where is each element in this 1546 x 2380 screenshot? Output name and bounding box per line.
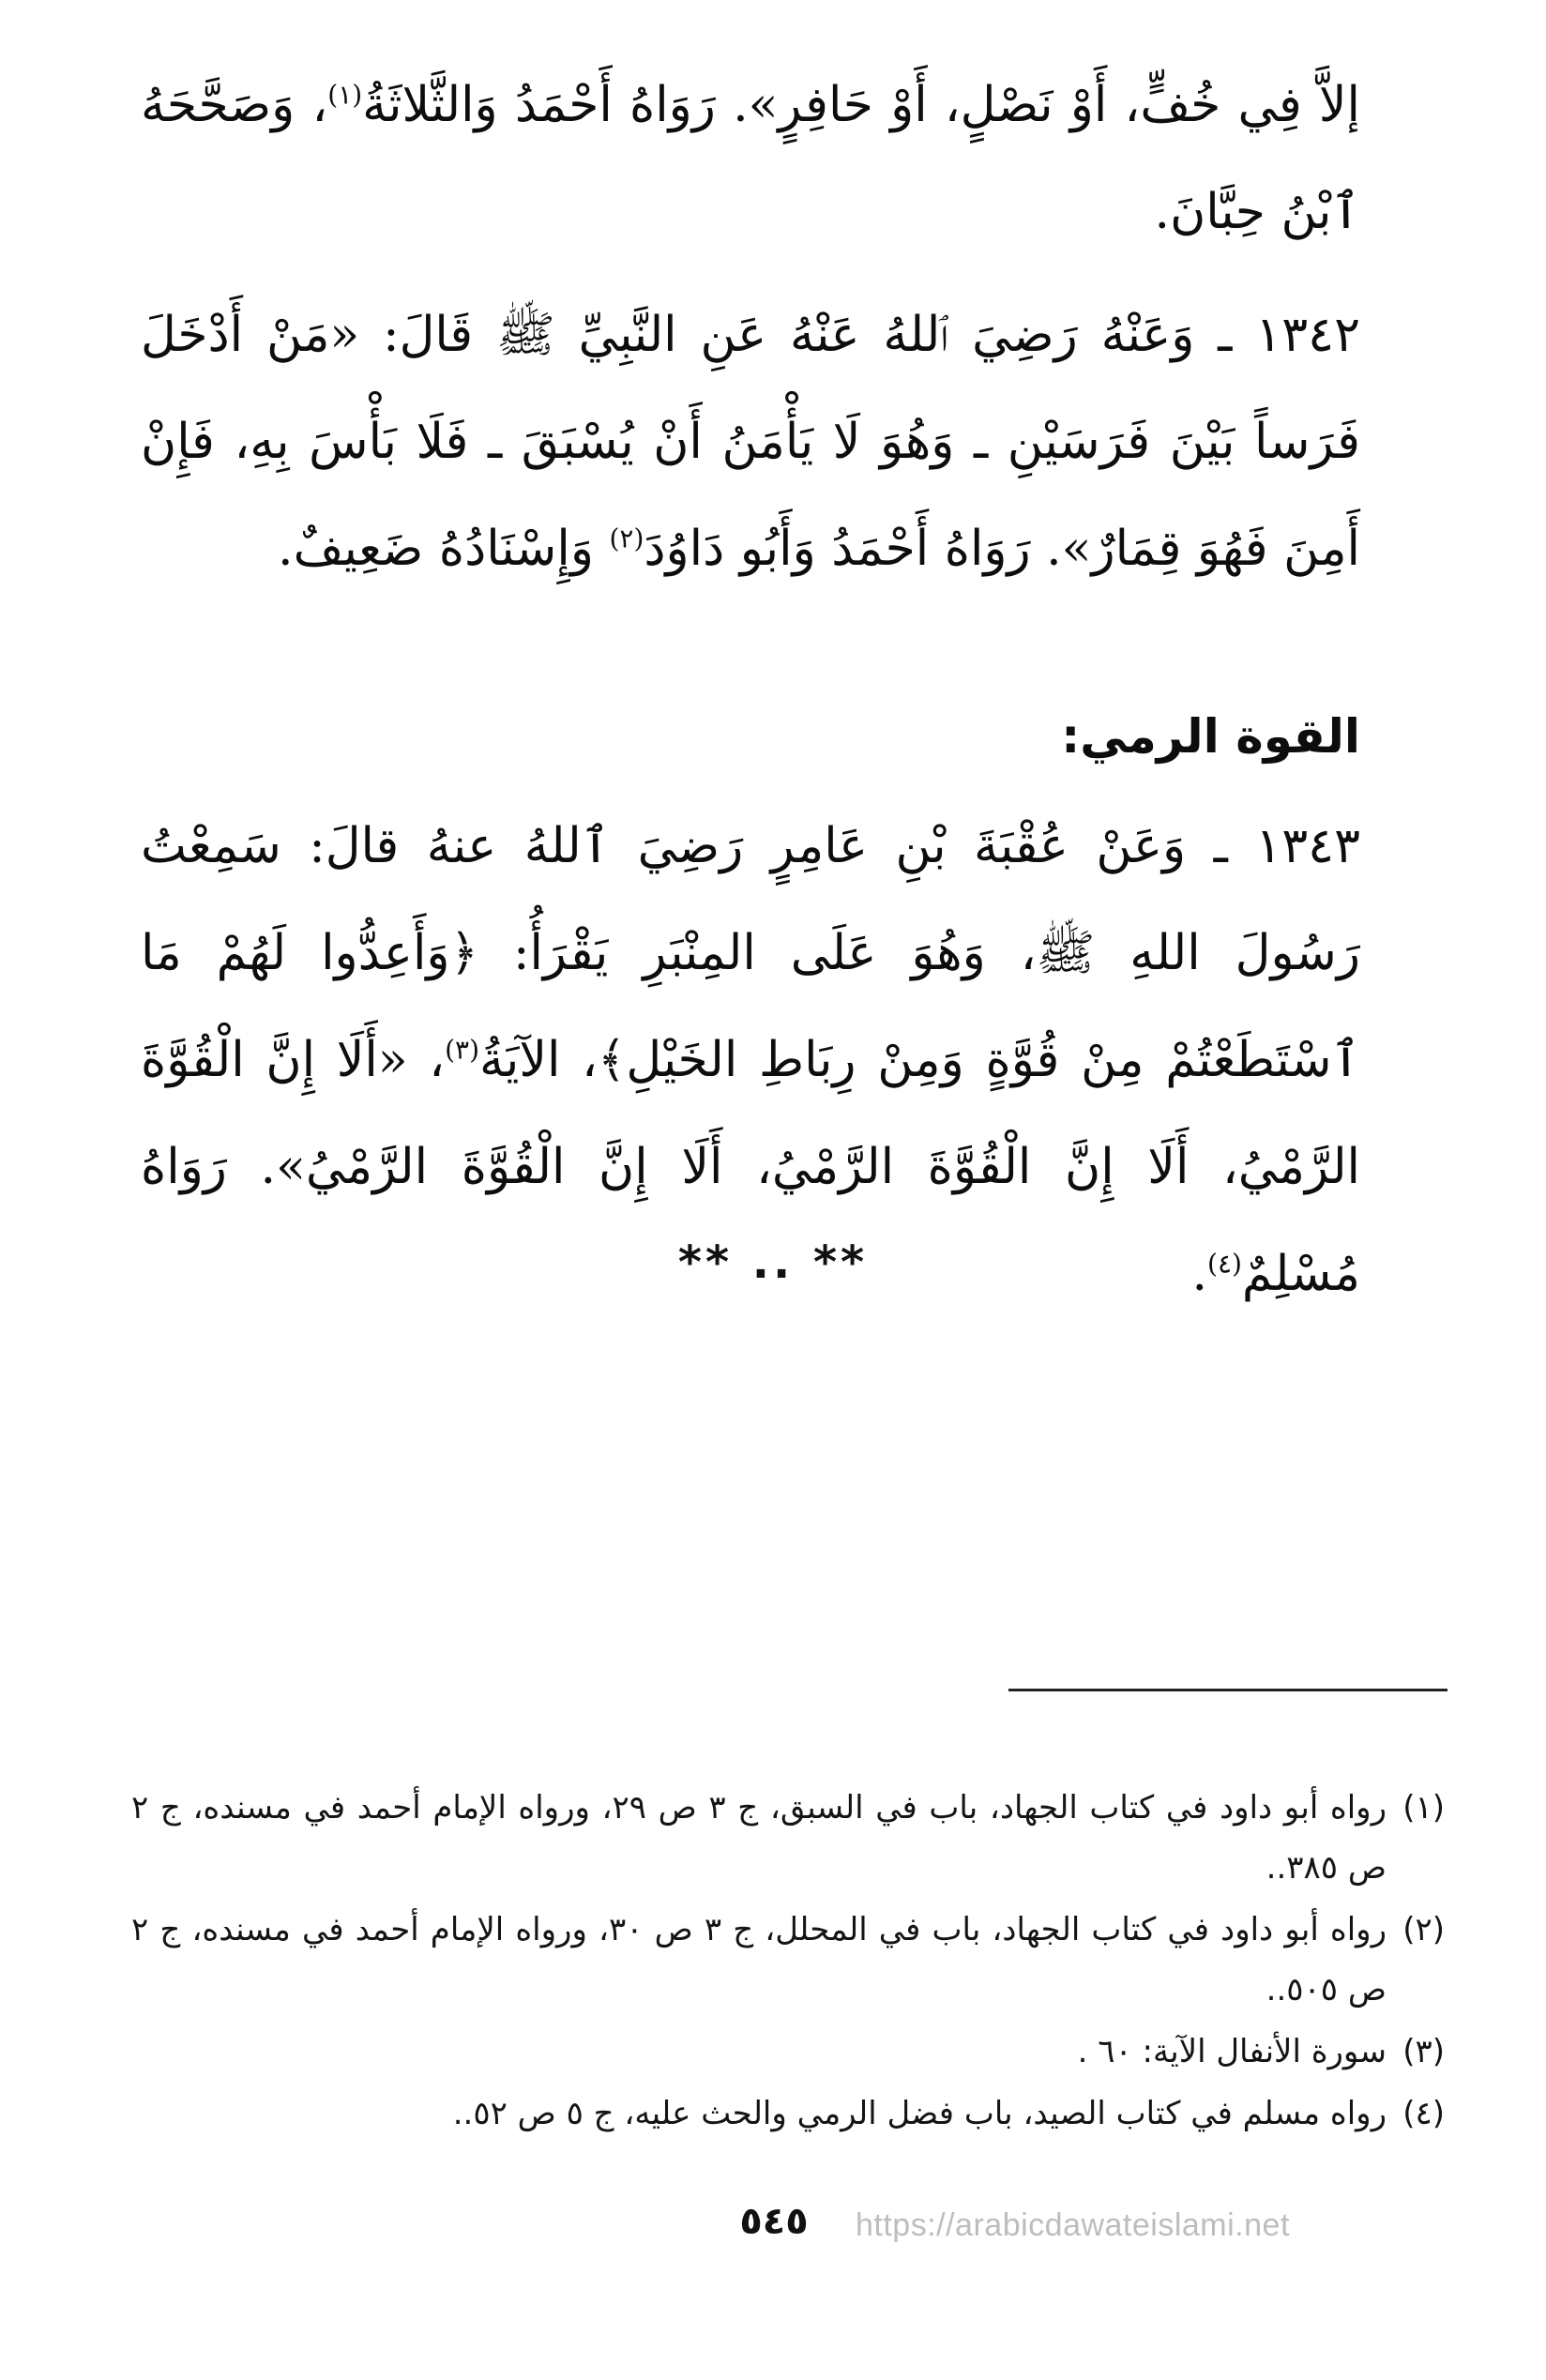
footnote-item: [131, 1900, 1445, 2020]
footnote-ref-4: (٤): [1207, 1248, 1242, 1280]
paragraph-text: إلاَّ فِي خُفٍّ، أَوْ نَصْلٍ، أَوْ حَافِرٍ». رَوَاهُ أَحْمَدُ وَالثَّلاثَةُ: [362, 77, 1360, 133]
footnote-ref-3: (٣): [445, 1034, 480, 1066]
paragraph-text-tail: .: [1191, 1246, 1207, 1302]
section-separator: ** .. **: [677, 1236, 869, 1289]
footnote-item: [131, 1778, 1445, 1898]
footnote-text: سورة الأنفال الآية: ٦٠ .: [1077, 2033, 1387, 2070]
paragraph-text-continued: ، «أَلَا إِنَّ الْقُوَّةَ الرَّمْيُ، أَلَا إِنَّ الْقُوَّةَ الرَّمْيُ، أَلَا إِنَّ الْقُوَّةَ الرَّمْيُ». رَوَاهُ مُسْلِمٌ: [141, 1032, 1360, 1302]
footnote-ref-1: (١): [327, 79, 363, 111]
paragraph-text: ١٣٤٣ ـ وَعَنْ عُقْبَةَ بْنِ عَامِرٍ رَضِيَ ٱللهُ عنهُ قالَ: سَمِعْتُ رَسُولَ اللهِ ﷺ، وَهُوَ عَلَى المِنْبَرِ يَقْرَأُ: ﴿وَأَعِدُّوا لَهُمْ مَا ٱسْتَطَعْتُمْ مِنْ قُوَّةٍ وَمِنْ رِبَاطِ الخَيْلِ﴾، الآيَةُ: [141, 818, 1360, 1088]
footnote-text: رواه أبو داود في كتاب الجهاد، باب في السبق، ج ٣ ص ٢٩، ورواه الإمام أحمد في مسنده، ج ٢ ص ٣٨٥..: [131, 1789, 1387, 1887]
paragraph-hadith-continuation: [141, 52, 1360, 265]
paragraph-text-tail: ، وَصَحَّحَهُ ٱبْنُ حِبَّانَ.: [141, 77, 1360, 240]
footnote-number: (٢): [1402, 1911, 1445, 1948]
page-number: ٥٤٥: [739, 2200, 809, 2243]
footnote-item: [131, 2084, 1445, 2144]
watermark-url: https://arabicdawateislami.net: [856, 2207, 1290, 2243]
footnote-ref-2: (٢): [609, 523, 644, 554]
paragraph-text: ١٣٤٢ ـ وَعَنْهُ رَضِيَ ٱللهُ عَنْهُ عَنِ النَّبِيِّ ﷺ قَالَ: «مَنْ أَدْخَلَ فَرَساً بَيْنَ فَرَسَيْنِ ـ وَهُوَ لَا يَأْمَنُ أَنْ يُسْبَقَ ـ فَلَا بَأْسَ بِهِ، فَإِنْ أَمِنَ فَهُوَ قِمَارٌ». رَوَاهُ أَحْمَدُ وَأَبُو دَاوُدَ: [141, 307, 1360, 577]
paragraph-hadith-1342: [141, 281, 1360, 602]
footnote-divider: [1008, 1689, 1447, 1691]
footnote-number: (٣): [1402, 2033, 1445, 2070]
footnote-text: رواه مسلم في كتاب الصيد، باب فضل الرمي والحث عليه، ج ٥ ص ٥٢..: [452, 2095, 1387, 2132]
footnote-item: [131, 2022, 1445, 2082]
paragraph-text-tail: وَإِسْنَادُهُ ضَعِيفٌ.: [278, 521, 610, 577]
footnotes: [131, 1778, 1445, 2145]
footnote-text: رواه أبو داود في كتاب الجهاد، باب في المحلل، ج ٣ ص ٣٠، ورواه الإمام أحمد في مسنده، ج ٢ ص ٥٠٥..: [131, 1911, 1387, 2009]
footnote-number: (٤): [1402, 2095, 1445, 2132]
section-heading: القوة الرمي:: [1061, 709, 1360, 764]
footnote-number: (١): [1402, 1789, 1445, 1827]
